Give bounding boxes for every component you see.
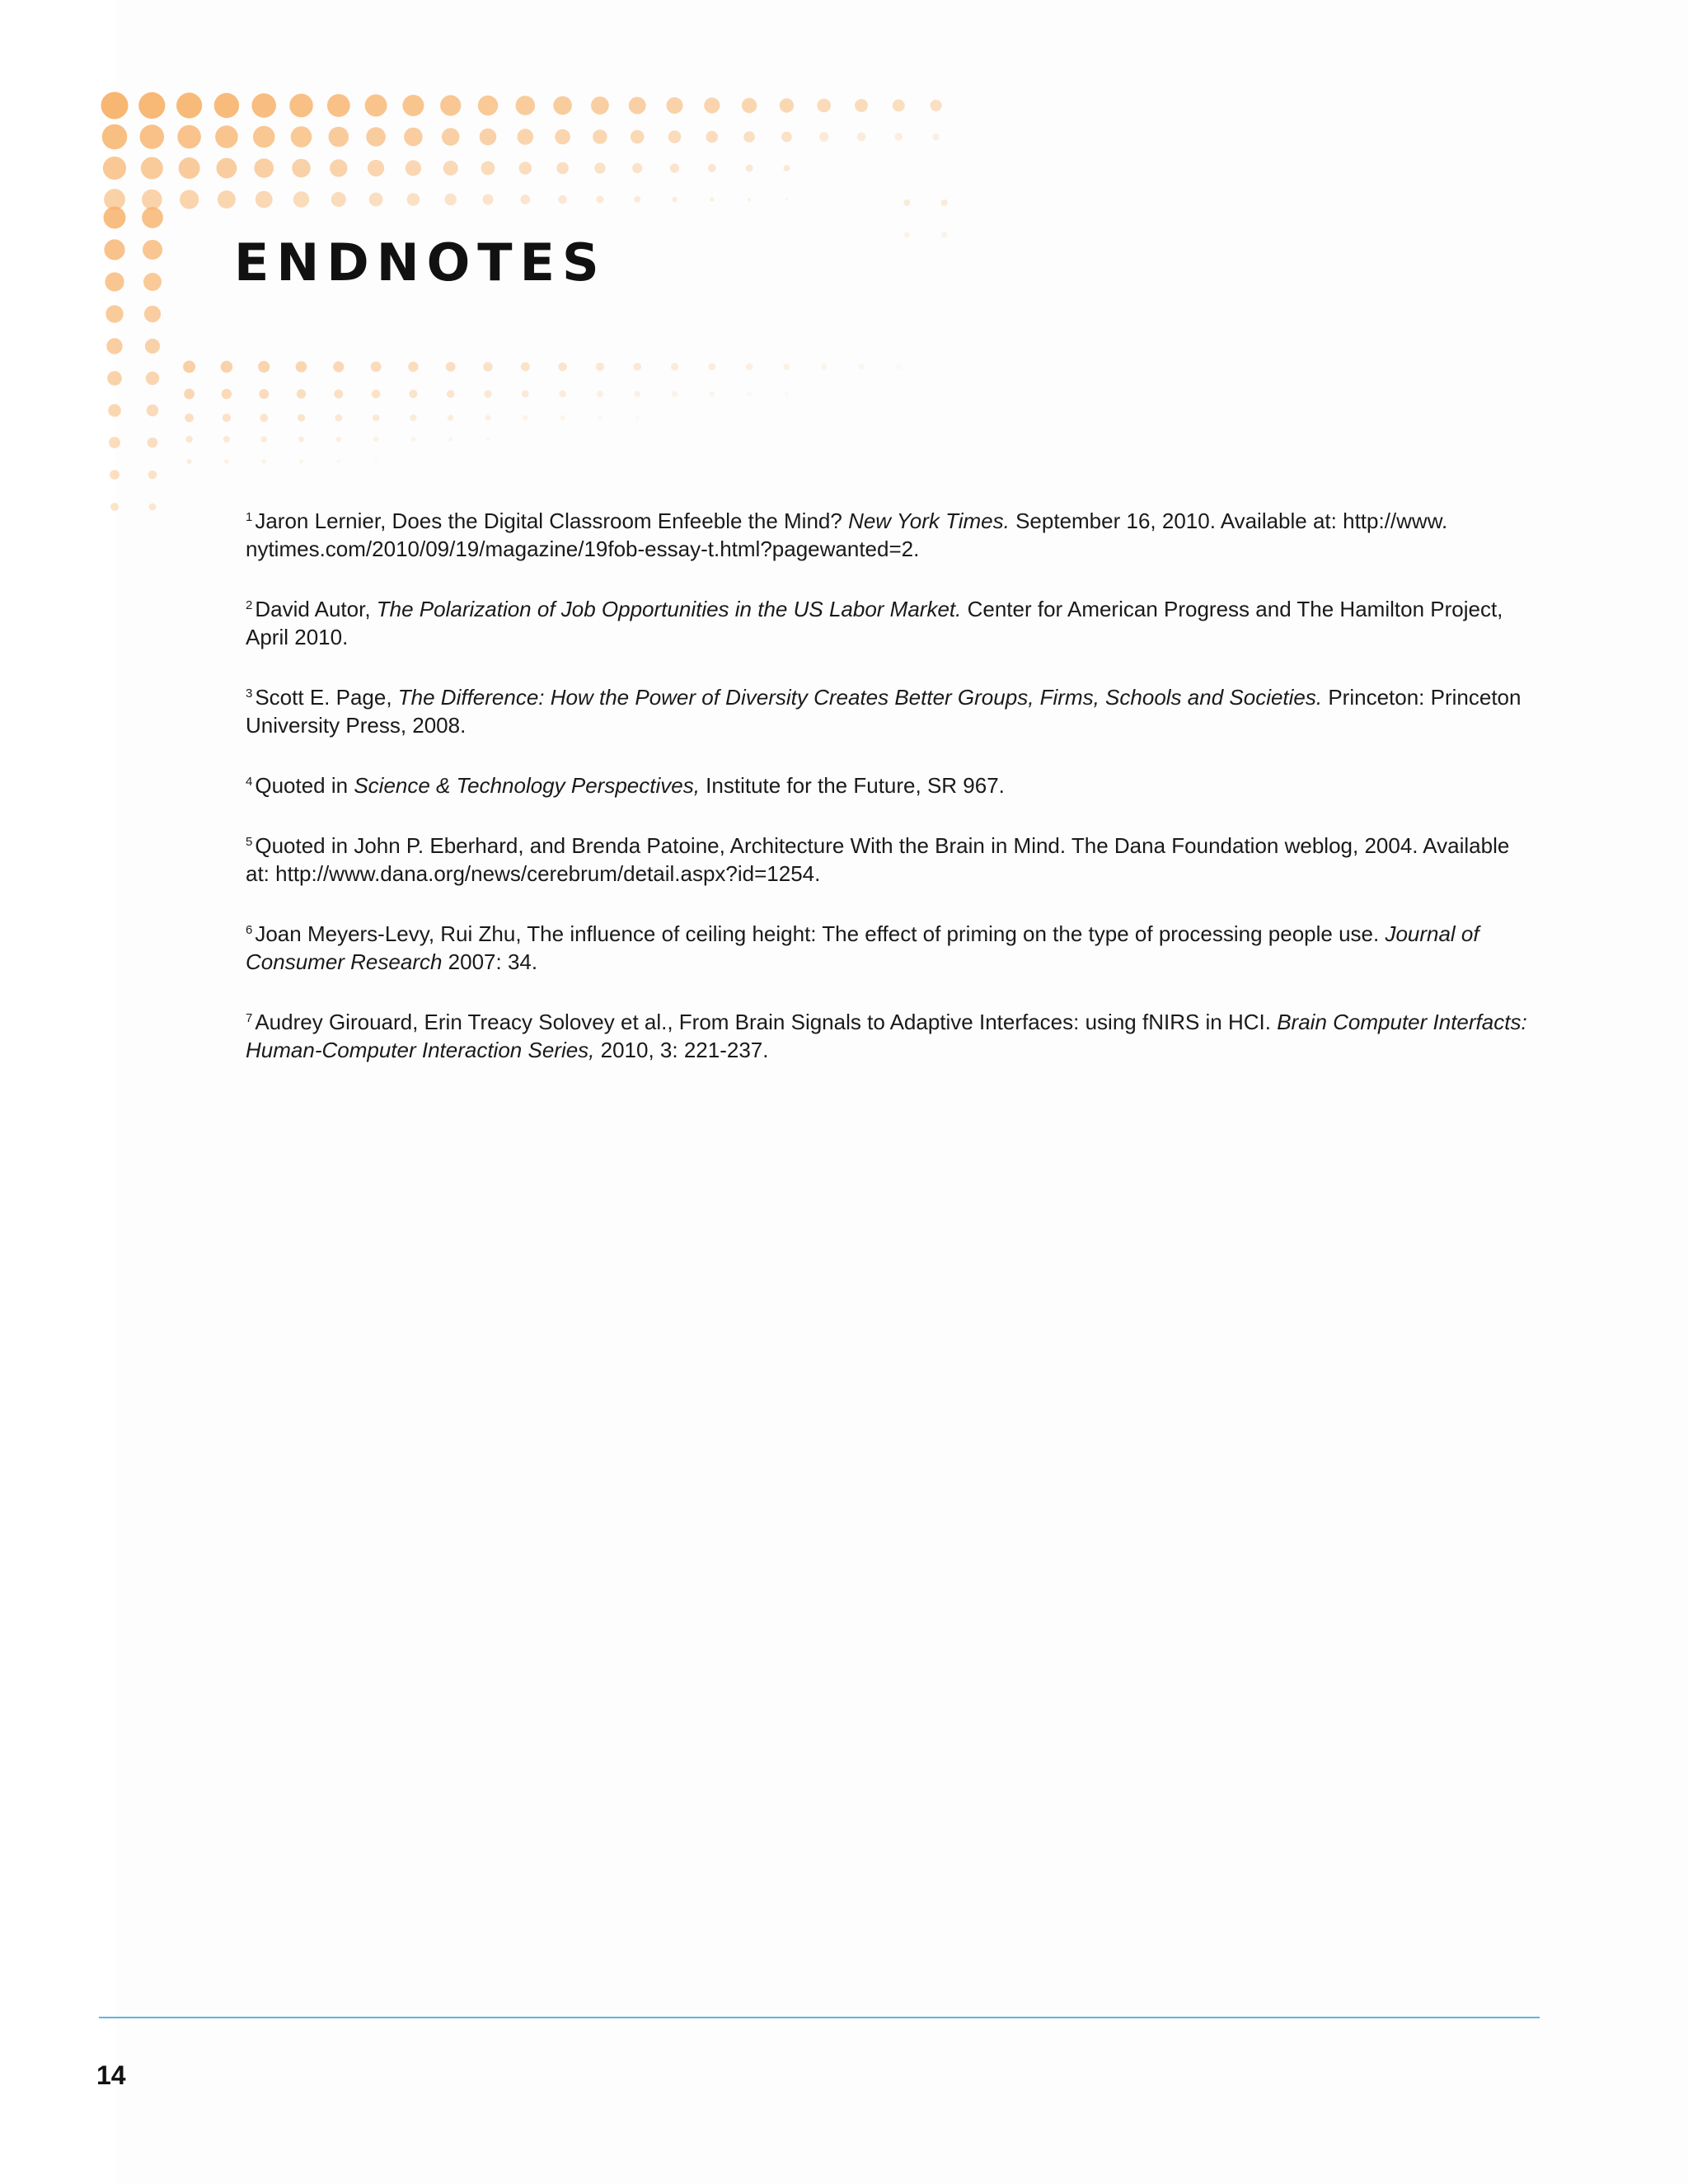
endnote-text: Audrey Girouard, Erin Treacy Solovey et al., From Brain Signals to Adaptive Interfaces: using fNIRS in HCI. bbox=[255, 1010, 1278, 1034]
endnote-item bbox=[246, 920, 1538, 976]
endnote-item bbox=[246, 1008, 1538, 1064]
endnote-text: 2010, 3: 221-237. bbox=[594, 1038, 769, 1062]
endnotes-list bbox=[246, 507, 1538, 1096]
endnote-italic-text: Journal of Consumer Research bbox=[246, 921, 1479, 974]
endnote-number: 7 bbox=[246, 1011, 253, 1025]
endnote-item bbox=[246, 595, 1538, 651]
endnote-text: Jaron Lernier, Does the Digital Classroom Enfeeble the Mind? bbox=[255, 509, 849, 533]
endnote-italic-text: Science & Technology Perspectives, bbox=[354, 773, 700, 798]
endnote-item bbox=[246, 771, 1538, 799]
endnote-number: 1 bbox=[246, 510, 253, 524]
endnote-number: 3 bbox=[246, 687, 253, 701]
endnote-text: Institute for the Future, SR 967. bbox=[699, 773, 1005, 798]
endnote-number: 2 bbox=[246, 598, 253, 612]
page-title: ENDNOTES bbox=[234, 232, 607, 293]
endnote-text: Scott E. Page, bbox=[255, 685, 398, 710]
endnote-text: September 16, 2010. Available at: http://www. nytimes.com/2010/09/19/magazine/19fob-essay-t.html?pagewanted=2. bbox=[246, 509, 1448, 561]
endnote-item bbox=[246, 507, 1538, 563]
endnote-text: Center for American Progress and The Hamilton Project, April 2010. bbox=[246, 597, 1503, 649]
endnote-number: 4 bbox=[246, 775, 253, 789]
endnote-italic-text: New York Times. bbox=[848, 509, 1010, 533]
endnote-item bbox=[246, 683, 1538, 739]
endnote-text: David Autor, bbox=[255, 597, 377, 621]
endnote-number: 6 bbox=[246, 923, 253, 937]
endnote-text: Quoted in John P. Eberhard, and Brenda Patoine, Architecture With the Brain in Mind. The Dana Foundation weblog, 2004. Available at: http://www.dana.org/news/cerebrum/detail.aspx?id=1254. bbox=[246, 833, 1510, 886]
endnote-italic-text: Brain Computer Interfacts: Human-Computer Interaction Series, bbox=[246, 1010, 1527, 1062]
endnote-italic-text: The Difference: How the Power of Diversity Creates Better Groups, Firms, Schools and Societies. bbox=[397, 685, 1323, 710]
footer-divider bbox=[99, 2017, 1540, 2018]
endnote-text: Joan Meyers-Levy, Rui Zhu, The influence of ceiling height: The effect of priming on the type of processing people use. bbox=[255, 921, 1386, 946]
endnote-italic-text: The Polarization of Job Opportunities in the US Labor Market. bbox=[376, 597, 962, 621]
page-number: 14 bbox=[96, 2060, 126, 2090]
endnote-text: Quoted in bbox=[255, 773, 354, 798]
endnote-text: Princeton: Princeton University Press, 2008. bbox=[246, 685, 1522, 738]
endnote-item bbox=[246, 832, 1538, 888]
endnote-text: 2007: 34. bbox=[442, 949, 538, 974]
endnote-number: 5 bbox=[246, 835, 253, 849]
